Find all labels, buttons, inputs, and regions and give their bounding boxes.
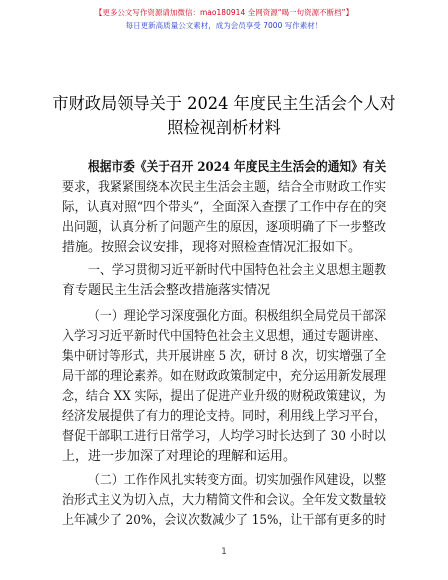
body-line-13: 经济发展提供了有力的理论支持。同时，利用线上学习平台，	[62, 409, 387, 424]
body-line-11: 局干部的理论素养。如在财政政策制定中，充分运用新发展理	[62, 369, 387, 384]
body-line-16: （二）工作作风扎实转变方面。切实加强作风建设，以整	[88, 473, 387, 488]
body-line-4: 出问题，认真分析了问题产生的原因，逐项明确了下一步整改	[62, 220, 387, 235]
body-line-14: 督促干部职工进行日常学习，人均学习时长达到了 30 小时以	[62, 429, 386, 444]
body-line-1: 根据市委《关于召开 2024 年度民主生活会的通知》有关	[88, 160, 387, 175]
body-line-12: 念，结合 XX 实际，提出了促进产业升级的财税政策建议，为	[62, 389, 386, 404]
page-number: 1	[221, 547, 227, 557]
section-heading-line-2: 育专题民主生活会整改措施落实情况	[62, 283, 271, 298]
body-line-18: 上年减少了 20%，会议次数减少了 15%，让干部有更多的时	[62, 513, 387, 528]
promo-banner-line-2: 每日更新高质量公文素材，成为会员享受 7000 写作素材！	[125, 21, 323, 30]
body-line-9: 入学习习近平新时代中国特色社会主义思想，通过专题讲座、	[62, 329, 387, 344]
document-title-line-1: 市财政局领导关于 2024 年度民主生活会个人对	[52, 94, 396, 113]
body-line-2: 要求，我紧紧围绕本次民主生活会主题，结合全市财政工作实	[62, 180, 387, 195]
section-heading-line-1: 一、学习贯彻习近平新时代中国特色社会主义思想主题教	[88, 263, 387, 278]
body-line-15: 上，进一步加深了对理论的理解和运用。	[62, 449, 297, 464]
body-line-3: 际，认真对照“四个带头”，全面深入查摆了工作中存在的突	[62, 200, 387, 215]
body-line-10: 集中研讨等形式，共开展讲座 5 次，研讨 8 次，切实增强了全	[62, 349, 387, 364]
body-line-8: （一）理论学习深度强化方面。积极组织全局党员干部深	[88, 309, 387, 324]
body-line-5: 措施。按照会议安排，现将对照检查情况汇报如下。	[62, 240, 362, 255]
document-title-line-2: 照检视剖析材料	[167, 118, 281, 137]
body-line-17: 治形式主义为切入点，大力精简文件和会议。全年发文数量较	[62, 493, 387, 508]
promo-banner-line-1: 【更多公文写作资源请加微信：mao180914 全网资源“喝一句资源不断档”】	[94, 8, 354, 17]
